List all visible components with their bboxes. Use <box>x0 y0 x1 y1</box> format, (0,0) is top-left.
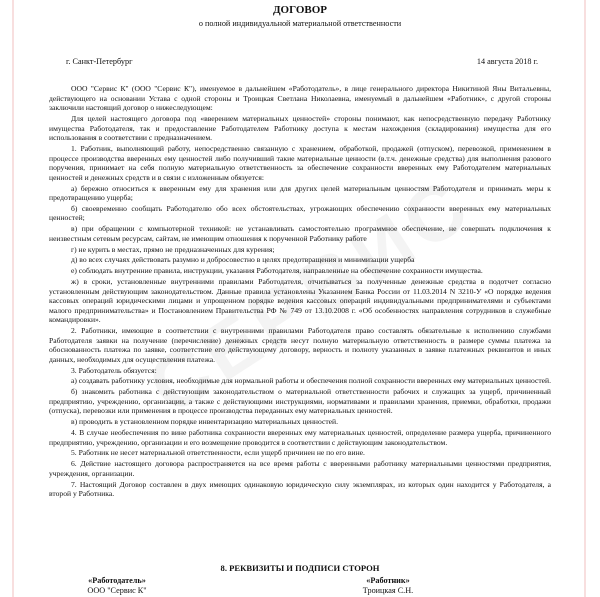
paragraph: 6. Действие настоящего договора распространяется на все время работы с вверенными работнику материальными ценностями предприятия, учреждения, организации. <box>49 459 551 478</box>
paragraph: Для целей настоящего договора под «вверением материальных ценностей» стороны понимают, как непосредственную передачу Работнику имущества Работодателя, так и предоставление Работодателем Работнику доступа к местам нахождения (складирования) имущества для его использования в соответствии с предназначением. <box>49 113 551 143</box>
paragraph: ООО "Сервис К" (ООО "Сервис К"), именуемое в дальнейшем «Работодатель», в лице генерального директора Никитиной Яны Витальевны, действующего на основании Устава с одной стороны и Троицкая Светлана Николаевна, именуемый в дальнейшем «Работник», с другой стороны заключили настоящий договор о нижеследующем: <box>49 84 551 113</box>
paragraph: 2. Работники, имеющие в соответствии с внутренними правилами Работодателя право составлять обязательные к исполнению службами Работодателя заявки на получение (перечисление) денежных средств несут полную материальную ответственность в размере суммы платежа за обоснованность платежа по заявке, соответствие его действующему договору, верность и полноту указанных в заявке платежных реквизитов и иных данных, необходимых для осуществления платежа. <box>49 326 551 364</box>
section-8-title: 8. РЕКВИЗИТЫ И ПОДПИСИ СТОРОН <box>220 563 380 573</box>
paragraph: в) при обращении с компьютерной техникой: не устанавливать самостоятельно программное обеспечение, не совершать подключения к неизвестным сетевым ресурсам, сайтам, не имеющим отношения к порученной Работнику работе <box>49 224 551 243</box>
document-body <box>49 84 551 500</box>
document-title: ДОГОВОР <box>272 4 328 16</box>
paragraph: а) создавать работнику условия, необходимые для нормальной работы и обеспечения полной сохранности вверенных ему материальных ценностей. <box>71 376 551 386</box>
paragraph: б) знакомить работника с действующим законодательством о материальной ответственности рабочих и служащих за ущерб, причиненный предприятию, учреждению, организации, а также с действующими инструкциями, нормативами и правилами хранения, приемки, обработки, продажи (отпуска), перевозки или применения в процессе производства переданных ему материальных ценностей. <box>49 387 551 416</box>
paragraph: 5. Работник не несет материальной ответственности, если ущерб причинен не по его вине. <box>71 448 365 458</box>
employer-name: ООО "Сервис К" <box>87 586 147 595</box>
document-subtitle: о полной индивидуальной материальной ответственности <box>198 19 402 28</box>
paragraph: а) бережно относиться к вверенным ему для хранения или для других целей материальным ценностям Работодателя и принимать меры к предотвращению ущерба; <box>49 183 551 203</box>
right-edge-mark <box>584 0 586 597</box>
paragraph: д) во всех случаях действовать разумно и добросовестно в целях предотвращения и минимизации ущерба <box>71 255 415 265</box>
employer-role: «Работодатель» <box>88 576 146 585</box>
employer-signature-block <box>62 576 172 596</box>
paragraph: 7. Настоящий Договор составлен в двух имеющих одинаковую юридическую силу экземплярах, из которых один находится у Работодателя, а второй у Работника. <box>49 479 551 499</box>
paragraph: б) своевременно сообщать Работодателю обо всех обстоятельствах, угрожающих обеспечению сохранности вверенных ему материальных ценностей; <box>49 203 551 223</box>
paragraph: 4. В случае необеспечения по вине работника сохранности вверенных ему материальных ценностей, определение размера ущерба, причиненного предприятию, учреждению, организации и его возмещение проводится в соответствии с действующим законодательством. <box>49 428 551 447</box>
paragraph: е) соблюдать внутренние правила, инструкции, указания Работодателя, направленные на обеспечение сохранности имущества. <box>71 266 483 276</box>
left-edge-mark <box>12 0 14 597</box>
employee-role: «Работник» <box>366 576 410 585</box>
paragraph: ж) в сроки, установленные внутренними правилами Работодателя, отчитываться за полученные денежные средства в подотчет согласно установленным действующим законодательством. Данные правила установлены Указанием Банка России от 11.03.2014 N 3210-У «О порядке ведения кассовых операций юридическими лицами и упрощенном порядке ведения кассовых операций индивидуальными предпринимателями и субъектами малого предпринимательства» и Постановлением Правительства РФ № 749 от 13.10.2008 г. «Об особенностях направления сотрудников в служебные командировки». <box>49 276 551 325</box>
paragraph: 3. Работодатель обязуется: <box>71 365 157 375</box>
paragraph: г) не курить в местах, прямо не предназначенных для курения; <box>71 244 275 254</box>
employee-name: Троицкая С.Н. <box>362 586 414 595</box>
document-date: 14 августа 2018 г. <box>476 57 538 66</box>
paragraph: в) проводить в установленном порядке инвентаризацию материальных ценностей. <box>71 417 339 427</box>
paragraph: 1. Работник, выполняющий работу, непосредственно связанную с хранением, обработкой, продажей (отпуском), перевозкой, применением в процессе производства вверенных ему ценностей либо получивший такие материальные ценности (в.т.ч. денежные средства) для выполнения разового поручения, принимает на себя полную материальную ответственность за обеспечение сохранности вверенных ему Работодателем материальных ценностей и денежных средств и в связи с изложенным обязуется: <box>49 143 551 182</box>
document-city: г. Санкт-Петербург <box>66 57 133 66</box>
employee-signature-block <box>338 576 438 596</box>
